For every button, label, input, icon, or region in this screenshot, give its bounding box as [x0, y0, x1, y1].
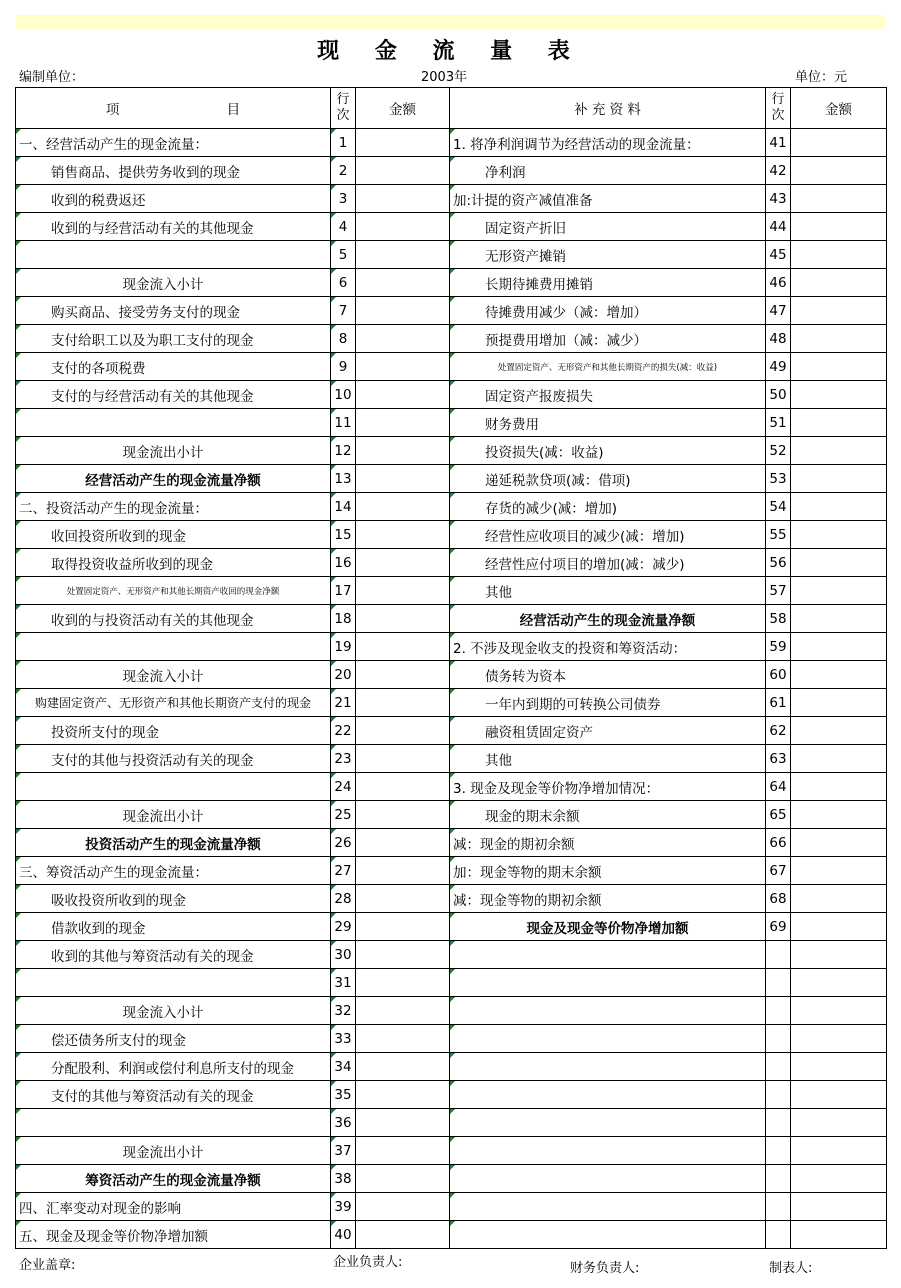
table-row	[16, 493, 887, 521]
row-line-no: 40	[331, 1221, 356, 1249]
table-row	[16, 269, 887, 297]
row-item: 筹资活动产生的现金流量净额	[16, 1165, 331, 1193]
row-amount[interactable]	[356, 353, 450, 381]
row-amount[interactable]	[356, 829, 450, 857]
row-amount[interactable]	[356, 269, 450, 297]
row-amount-right[interactable]	[791, 353, 887, 381]
row-amount-right[interactable]	[791, 913, 887, 941]
row-line-no: 6	[331, 269, 356, 297]
row-amount-right[interactable]	[791, 801, 887, 829]
row-line-no: 29	[331, 913, 356, 941]
row-line-no: 26	[331, 829, 356, 857]
table-row	[16, 129, 887, 157]
row-item: 取得投资收益所收到的现金	[16, 549, 331, 577]
table-row	[16, 353, 887, 381]
row-line-no-right: 49	[766, 353, 791, 381]
row-supplement: 减：现金的期初余额	[450, 829, 766, 857]
row-line-no-right: 60	[766, 661, 791, 689]
row-amount-right[interactable]	[791, 941, 887, 969]
table-row	[16, 801, 887, 829]
row-amount[interactable]	[356, 773, 450, 801]
row-amount[interactable]	[356, 1081, 450, 1109]
row-item: 收回投资所收到的现金	[16, 521, 331, 549]
row-amount[interactable]	[356, 129, 450, 157]
table-row	[16, 1165, 887, 1193]
row-amount-right[interactable]	[791, 717, 887, 745]
header-supplement: 补 充 资 料	[450, 88, 766, 129]
row-line-no-right: 62	[766, 717, 791, 745]
table-header-row	[16, 88, 887, 129]
preparing-unit-label: 编制单位：	[19, 70, 85, 85]
row-amount[interactable]	[356, 409, 450, 437]
row-line-no: 2	[331, 157, 356, 185]
row-amount-right[interactable]	[791, 1081, 887, 1109]
row-line-no-right	[766, 1025, 791, 1053]
row-supplement: 预提费用增加（减：减少）	[450, 325, 766, 353]
row-line-no-right: 61	[766, 689, 791, 717]
row-amount-right[interactable]	[791, 1053, 887, 1081]
row-supplement	[450, 1221, 766, 1249]
row-amount-right[interactable]	[791, 1221, 887, 1249]
row-line-no-right: 52	[766, 437, 791, 465]
row-item	[16, 773, 331, 801]
row-line-no: 17	[331, 577, 356, 605]
row-amount-right[interactable]	[791, 157, 887, 185]
row-amount-right[interactable]	[791, 577, 887, 605]
row-line-no: 16	[331, 549, 356, 577]
cash-flow-table	[15, 87, 887, 1249]
table-row	[16, 157, 887, 185]
header-item: 项 目	[16, 88, 331, 129]
row-line-no: 18	[331, 605, 356, 633]
table-row	[16, 1053, 887, 1081]
table-row	[16, 941, 887, 969]
row-item: 三、筹资活动产生的现金流量：	[16, 857, 331, 885]
table-row	[16, 969, 887, 997]
row-supplement	[450, 1053, 766, 1081]
header-line-no: 行 次	[331, 88, 356, 129]
table-row	[16, 325, 887, 353]
row-amount[interactable]	[356, 1053, 450, 1081]
row-line-no-right: 64	[766, 773, 791, 801]
row-item: 支付给职工以及为职工支付的现金	[16, 325, 331, 353]
row-amount-right[interactable]	[791, 1109, 887, 1137]
row-amount-right[interactable]	[791, 885, 887, 913]
table-row	[16, 997, 887, 1025]
row-item: 二、投资活动产生的现金流量：	[16, 493, 331, 521]
row-line-no: 10	[331, 381, 356, 409]
row-item: 投资活动产生的现金流量净额	[16, 829, 331, 857]
row-amount-right[interactable]	[791, 409, 887, 437]
row-line-no: 19	[331, 633, 356, 661]
row-amount[interactable]	[356, 157, 450, 185]
table-row	[16, 829, 887, 857]
row-supplement: 2. 不涉及现金收支的投资和筹资活动：	[450, 633, 766, 661]
row-amount[interactable]	[356, 381, 450, 409]
row-line-no-right: 69	[766, 913, 791, 941]
row-line-no-right: 42	[766, 157, 791, 185]
top-band	[16, 15, 885, 29]
report-year: 2003年	[421, 70, 468, 85]
row-line-no-right: 45	[766, 241, 791, 269]
row-amount[interactable]	[356, 213, 450, 241]
row-line-no: 36	[331, 1109, 356, 1137]
row-amount-right[interactable]	[791, 269, 887, 297]
row-supplement	[450, 1025, 766, 1053]
row-amount[interactable]	[356, 913, 450, 941]
row-item: 一、经营活动产生的现金流量：	[16, 129, 331, 157]
row-line-no: 37	[331, 1137, 356, 1165]
row-line-no: 22	[331, 717, 356, 745]
row-line-no-right: 67	[766, 857, 791, 885]
table-row	[16, 1221, 887, 1249]
footer-preparer: 制表人:	[769, 1261, 813, 1276]
row-amount-right[interactable]	[791, 465, 887, 493]
row-supplement: 债务转为资本	[450, 661, 766, 689]
table-row	[16, 857, 887, 885]
row-supplement: 存货的减少(减：增加)	[450, 493, 766, 521]
row-amount[interactable]	[356, 241, 450, 269]
table-row	[16, 549, 887, 577]
row-amount-right[interactable]	[791, 325, 887, 353]
row-supplement: 经营性应付项目的增加(减：减少)	[450, 549, 766, 577]
row-line-no-right: 50	[766, 381, 791, 409]
row-amount[interactable]	[356, 969, 450, 997]
row-amount-right[interactable]	[791, 745, 887, 773]
row-line-no-right: 63	[766, 745, 791, 773]
row-amount-right[interactable]	[791, 241, 887, 269]
table-row	[16, 689, 887, 717]
row-item: 购建固定资产、无形资产和其他长期资产支付的现金	[16, 689, 331, 717]
row-line-no-right	[766, 941, 791, 969]
row-supplement: 净利润	[450, 157, 766, 185]
table-row	[16, 521, 887, 549]
row-amount-right[interactable]	[791, 1025, 887, 1053]
row-amount[interactable]	[356, 1025, 450, 1053]
row-item: 购买商品、接受劳务支付的现金	[16, 297, 331, 325]
row-item: 经营活动产生的现金流量净额	[16, 465, 331, 493]
row-line-no: 7	[331, 297, 356, 325]
row-supplement: 固定资产折旧	[450, 213, 766, 241]
header-line-no-right: 行 次	[766, 88, 791, 129]
row-amount[interactable]	[356, 185, 450, 213]
row-line-no: 25	[331, 801, 356, 829]
row-line-no: 32	[331, 997, 356, 1025]
row-amount[interactable]	[356, 1165, 450, 1193]
row-line-no: 9	[331, 353, 356, 381]
row-line-no: 13	[331, 465, 356, 493]
row-line-no-right: 41	[766, 129, 791, 157]
table-row	[16, 241, 887, 269]
row-amount[interactable]	[356, 605, 450, 633]
row-amount[interactable]	[356, 297, 450, 325]
row-amount[interactable]	[356, 885, 450, 913]
row-supplement	[450, 997, 766, 1025]
row-line-no: 11	[331, 409, 356, 437]
row-item: 收到的税费返还	[16, 185, 331, 213]
row-line-no-right: 44	[766, 213, 791, 241]
row-supplement	[450, 1137, 766, 1165]
row-line-no: 12	[331, 437, 356, 465]
footer-head: 企业负责人:	[333, 1255, 403, 1270]
row-item: 四、汇率变动对现金的影响	[16, 1193, 331, 1221]
row-amount[interactable]	[356, 801, 450, 829]
row-item: 收到的与经营活动有关的其他现金	[16, 213, 331, 241]
row-line-no-right	[766, 1053, 791, 1081]
row-supplement	[450, 969, 766, 997]
row-amount[interactable]	[356, 493, 450, 521]
row-amount-right[interactable]	[791, 549, 887, 577]
row-item: 支付的各项税费	[16, 353, 331, 381]
row-line-no: 20	[331, 661, 356, 689]
row-amount-right[interactable]	[791, 129, 887, 157]
row-amount-right[interactable]	[791, 773, 887, 801]
row-supplement: 待摊费用减少（减：增加）	[450, 297, 766, 325]
row-amount-right[interactable]	[791, 689, 887, 717]
row-amount[interactable]	[356, 997, 450, 1025]
row-line-no-right: 47	[766, 297, 791, 325]
row-supplement: 递延税款贷项(减：借项)	[450, 465, 766, 493]
table-row	[16, 437, 887, 465]
row-supplement: 长期待摊费用摊销	[450, 269, 766, 297]
row-line-no-right: 43	[766, 185, 791, 213]
row-line-no-right: 46	[766, 269, 791, 297]
row-line-no-right: 68	[766, 885, 791, 913]
row-amount[interactable]	[356, 1109, 450, 1137]
row-line-no-right	[766, 1137, 791, 1165]
row-supplement: 1. 将净利润调节为经营活动的现金流量：	[450, 129, 766, 157]
row-line-no-right: 57	[766, 577, 791, 605]
row-amount[interactable]	[356, 941, 450, 969]
row-amount[interactable]	[356, 465, 450, 493]
row-item	[16, 1109, 331, 1137]
row-amount-right[interactable]	[791, 437, 887, 465]
row-line-no-right: 59	[766, 633, 791, 661]
row-line-no: 39	[331, 1193, 356, 1221]
row-supplement: 加：现金等物的期末余额	[450, 857, 766, 885]
row-amount[interactable]	[356, 717, 450, 745]
table-row	[16, 465, 887, 493]
table-row	[16, 1081, 887, 1109]
table-row	[16, 885, 887, 913]
row-amount[interactable]	[356, 325, 450, 353]
header-amount-right: 金额	[791, 88, 887, 129]
row-item: 处置固定资产、无形资产和其他长期资产收回的现金净额	[16, 577, 331, 605]
table-row	[16, 633, 887, 661]
row-supplement: 无形资产摊销	[450, 241, 766, 269]
row-supplement: 其他	[450, 745, 766, 773]
row-line-no-right: 54	[766, 493, 791, 521]
row-item	[16, 409, 331, 437]
row-line-no-right: 65	[766, 801, 791, 829]
row-line-no: 35	[331, 1081, 356, 1109]
row-line-no-right: 55	[766, 521, 791, 549]
row-line-no-right	[766, 969, 791, 997]
row-line-no-right	[766, 1165, 791, 1193]
row-item: 现金流入小计	[16, 661, 331, 689]
row-line-no: 14	[331, 493, 356, 521]
footer-seal: 企业盖章:	[19, 1258, 76, 1273]
row-amount-right[interactable]	[791, 1193, 887, 1221]
row-supplement: 经营性应收项目的减少(减：增加)	[450, 521, 766, 549]
row-line-no-right	[766, 1193, 791, 1221]
row-amount[interactable]	[356, 521, 450, 549]
row-item: 现金流入小计	[16, 269, 331, 297]
row-supplement: 现金及现金等价物净增加额	[450, 913, 766, 941]
row-line-no-right	[766, 997, 791, 1025]
row-line-no: 24	[331, 773, 356, 801]
row-amount-right[interactable]	[791, 633, 887, 661]
table-row	[16, 1193, 887, 1221]
table-row	[16, 913, 887, 941]
row-supplement	[450, 941, 766, 969]
row-item: 现金流出小计	[16, 437, 331, 465]
row-item	[16, 969, 331, 997]
row-item: 现金流出小计	[16, 801, 331, 829]
row-amount[interactable]	[356, 633, 450, 661]
table-row	[16, 409, 887, 437]
row-line-no: 1	[331, 129, 356, 157]
row-supplement	[450, 1109, 766, 1137]
page-title: 现 金 流 量 表	[317, 39, 584, 64]
row-amount-right[interactable]	[791, 381, 887, 409]
row-amount-right[interactable]	[791, 1165, 887, 1193]
row-line-no: 21	[331, 689, 356, 717]
row-amount[interactable]	[356, 577, 450, 605]
table-row	[16, 381, 887, 409]
row-supplement: 固定资产报废损失	[450, 381, 766, 409]
row-amount-right[interactable]	[791, 857, 887, 885]
row-supplement: 投资损失(减：收益)	[450, 437, 766, 465]
row-supplement: 融资租赁固定资产	[450, 717, 766, 745]
row-item: 现金流入小计	[16, 997, 331, 1025]
row-line-no-right: 66	[766, 829, 791, 857]
row-item: 收到的与投资活动有关的其他现金	[16, 605, 331, 633]
footer-finance: 财务负责人:	[570, 1261, 640, 1276]
row-item: 支付的与经营活动有关的其他现金	[16, 381, 331, 409]
row-amount[interactable]	[356, 661, 450, 689]
row-line-no: 28	[331, 885, 356, 913]
row-line-no: 5	[331, 241, 356, 269]
row-item: 支付的其他与投资活动有关的现金	[16, 745, 331, 773]
row-supplement: 财务费用	[450, 409, 766, 437]
row-amount-right[interactable]	[791, 829, 887, 857]
table-row	[16, 1137, 887, 1165]
row-supplement: 3. 现金及现金等价物净增加情况：	[450, 773, 766, 801]
row-amount[interactable]	[356, 857, 450, 885]
row-amount-right[interactable]	[791, 493, 887, 521]
row-item: 吸收投资所收到的现金	[16, 885, 331, 913]
row-line-no: 4	[331, 213, 356, 241]
row-amount-right[interactable]	[791, 521, 887, 549]
currency-unit: 单位：元	[795, 70, 848, 85]
row-line-no: 15	[331, 521, 356, 549]
row-supplement	[450, 1193, 766, 1221]
row-item: 五、现金及现金等价物净增加额	[16, 1221, 331, 1249]
table-row	[16, 297, 887, 325]
row-amount[interactable]	[356, 1193, 450, 1221]
row-supplement: 减：现金等物的期初余额	[450, 885, 766, 913]
row-item: 分配股利、利润或偿付利息所支付的现金	[16, 1053, 331, 1081]
row-line-no-right	[766, 1109, 791, 1137]
table-row	[16, 1025, 887, 1053]
row-item: 收到的其他与筹资活动有关的现金	[16, 941, 331, 969]
row-line-no: 27	[331, 857, 356, 885]
row-line-no: 38	[331, 1165, 356, 1193]
row-line-no-right: 51	[766, 409, 791, 437]
row-amount[interactable]	[356, 689, 450, 717]
row-amount-right[interactable]	[791, 661, 887, 689]
row-line-no: 34	[331, 1053, 356, 1081]
row-supplement	[450, 1165, 766, 1193]
row-item: 偿还债务所支付的现金	[16, 1025, 331, 1053]
row-line-no: 23	[331, 745, 356, 773]
row-line-no: 8	[331, 325, 356, 353]
row-amount-right[interactable]	[791, 969, 887, 997]
row-line-no-right: 48	[766, 325, 791, 353]
table-row	[16, 185, 887, 213]
table-row	[16, 577, 887, 605]
table-row	[16, 1109, 887, 1137]
row-line-no: 30	[331, 941, 356, 969]
row-item	[16, 633, 331, 661]
row-line-no: 3	[331, 185, 356, 213]
row-supplement	[450, 1081, 766, 1109]
row-supplement: 现金的期末余额	[450, 801, 766, 829]
header-amount: 金额	[356, 88, 450, 129]
row-amount[interactable]	[356, 1221, 450, 1249]
row-amount-right[interactable]	[791, 213, 887, 241]
row-item: 现金流出小计	[16, 1137, 331, 1165]
row-line-no-right	[766, 1081, 791, 1109]
row-amount-right[interactable]	[791, 1137, 887, 1165]
table-row	[16, 661, 887, 689]
table-row	[16, 717, 887, 745]
row-amount-right[interactable]	[791, 297, 887, 325]
row-line-no-right: 56	[766, 549, 791, 577]
row-line-no: 33	[331, 1025, 356, 1053]
row-amount[interactable]	[356, 437, 450, 465]
row-item: 支付的其他与筹资活动有关的现金	[16, 1081, 331, 1109]
row-line-no-right: 53	[766, 465, 791, 493]
row-supplement: 其他	[450, 577, 766, 605]
row-line-no: 31	[331, 969, 356, 997]
row-amount-right[interactable]	[791, 605, 887, 633]
row-amount[interactable]	[356, 1137, 450, 1165]
row-supplement: 加:计提的资产减值准备	[450, 185, 766, 213]
row-supplement: 经营活动产生的现金流量净额	[450, 605, 766, 633]
table-row	[16, 745, 887, 773]
row-amount-right[interactable]	[791, 997, 887, 1025]
row-item	[16, 241, 331, 269]
row-amount[interactable]	[356, 549, 450, 577]
table-row	[16, 773, 887, 801]
row-item: 投资所支付的现金	[16, 717, 331, 745]
row-amount[interactable]	[356, 745, 450, 773]
table-row	[16, 213, 887, 241]
row-line-no-right: 58	[766, 605, 791, 633]
table-row	[16, 605, 887, 633]
row-line-no-right	[766, 1221, 791, 1249]
row-item: 借款收到的现金	[16, 913, 331, 941]
row-supplement: 处置固定资产、无形资产和其他长期资产的损失(减：收益)	[450, 353, 766, 381]
row-item: 销售商品、提供劳务收到的现金	[16, 157, 331, 185]
row-supplement: 一年内到期的可转换公司债券	[450, 689, 766, 717]
row-amount-right[interactable]	[791, 185, 887, 213]
